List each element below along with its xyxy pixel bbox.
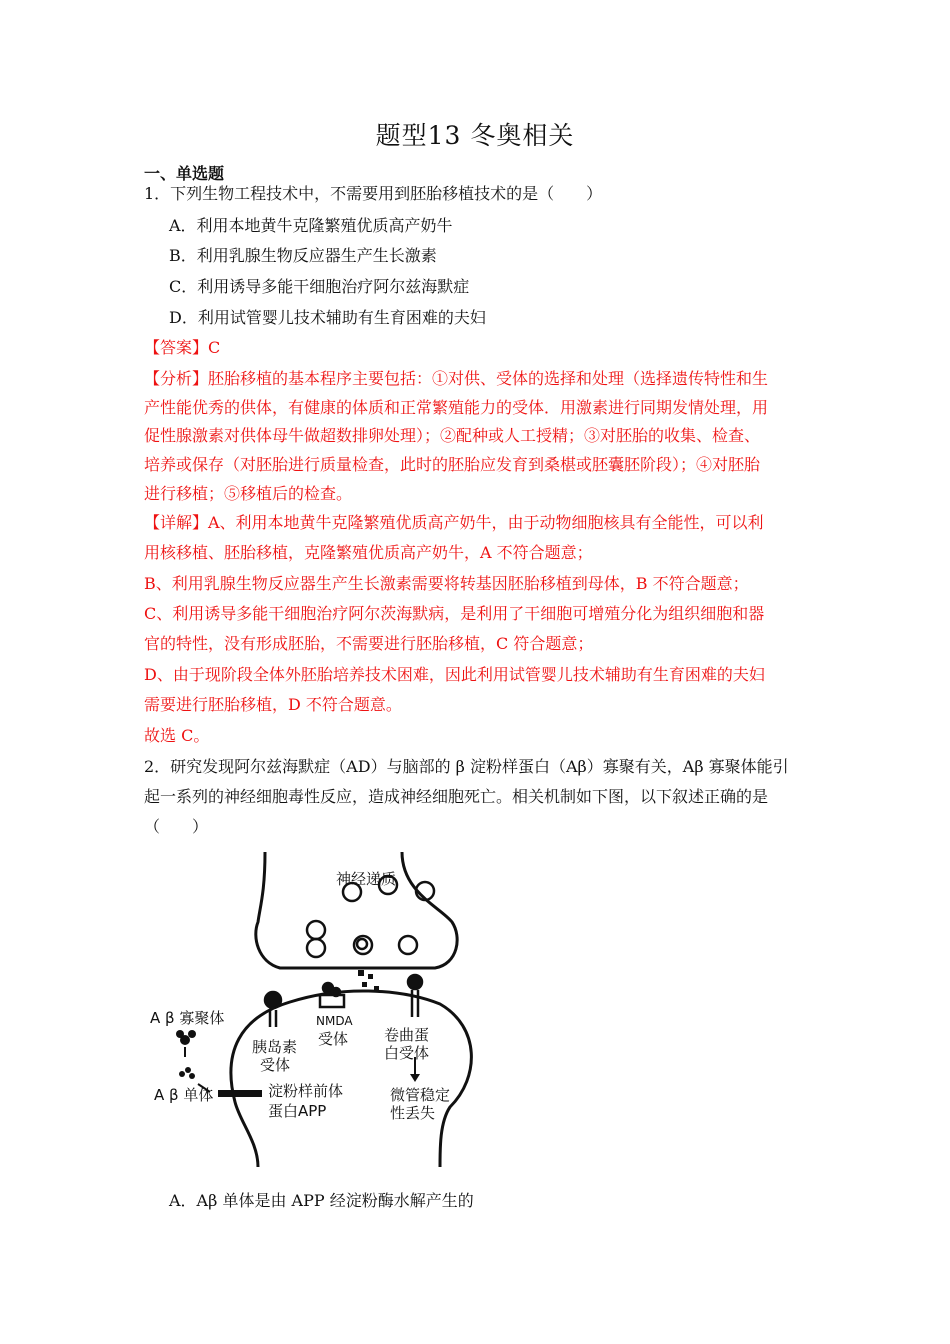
nmda-receptor [320,983,344,1007]
page-title: 题型13 冬奥相关 [375,121,575,150]
q2-stem-line: （ ） [144,817,209,836]
label-prion-receptor: 白受体 [384,1044,430,1062]
label-prion-receptor: 卷曲蛋 [384,1026,430,1044]
q2-option-a: A．Aβ 单体是由 APP 经淀粉酶水解产生的 [169,1191,474,1210]
app-bar [218,1090,262,1097]
label-insulin-receptor: 胰岛素 [252,1038,298,1056]
q1-analysis-line: 进行移植；⑤移植后的检查。 [144,484,353,503]
q1-detail-line: B、利用乳腺生物反应器生产生长激素需要将转基因胚胎移植到母体，B 不符合题意； [144,574,749,593]
q1-stem: 1．下列生物工程技术中，不需要用到胚胎移植技术的是（ ） [144,184,603,203]
label-neurotransmitter: 神经递质 [336,870,397,888]
label-ab-monomer: A β 单体 [154,1086,214,1104]
q1-analysis-line: 产性能优秀的供体，有健康的体质和正常繁殖能力的受体．用激素进行同期发情处理，用 [144,398,769,417]
q1-answer: 【答案】C [144,338,221,357]
label-nmda: NMDA [316,1014,353,1028]
synapse-diagram [140,852,475,1182]
q2-stem-line: 起一系列的神经细胞毒性反应，造成神经细胞死亡。相关机制如下图，以下叙述正确的是 [144,787,769,806]
label-ab-oligomer: A β 寡聚体 [150,1009,225,1027]
q1-option-a: A．利用本地黄牛克隆繁殖优质高产奶牛 [169,216,453,235]
label-nmda: 受体 [318,1030,349,1048]
q1-detail-line: C、利用诱导多能干细胞治疗阿尔茨海默病，是利用了干细胞可增殖分化为组织细胞和器 [144,604,765,623]
q1-option-d: D．利用试管婴儿技术辅助有生育困难的夫妇 [169,308,486,327]
label-insulin-receptor: 受体 [260,1056,291,1074]
label-app: 淀粉样前体 [268,1082,344,1100]
label-app: 蛋白APP [268,1102,327,1120]
q1-conclusion: 故选 C。 [144,726,210,745]
q1-detail-line: 官的特性，没有形成胚胎，不需要进行胚胎移植，C 符合题意； [144,634,594,653]
label-microtubule: 微管稳定 [390,1086,451,1104]
section-heading: 一、单选题 [144,164,225,183]
q1-detail-line: 需要进行胚胎移植，D 不符合题意。 [144,695,402,714]
label-microtubule: 性丢失 [390,1104,436,1122]
q1-detail-line: 用核移植、胚胎移植，克隆繁殖优质高产奶牛，A 不符合题意； [144,543,593,562]
q1-analysis-line: 【分析】胚胎移植的基本程序主要包括：①对供、受体的选择和处理（选择遗传特性和生 [144,369,769,388]
q1-detail-line: 【详解】A、利用本地黄牛克隆繁殖优质高产奶牛，由于动物细胞核具有全能性，可以利 [144,513,764,532]
released-transmitter [358,970,379,991]
q1-detail-line: D、由于现阶段全体外胚胎培养技术困难，因此利用试管婴儿技术辅助有生育困难的夫妇 [144,665,765,684]
q2-stem-line: 2．研究发现阿尔兹海默症（AD）与脑部的 β 淀粉样蛋白（Aβ）寡聚有关，Aβ 寡聚体能引 [144,757,789,776]
q1-option-c: C．利用诱导多能干细胞治疗阿尔兹海默症 [169,277,470,296]
q1-analysis-line: 培养或保存（对胚胎进行质量检查，此时的胚胎应发育到桑椹或胚囊胚阶段）；④对胚胎 [144,455,761,474]
q1-analysis-line: 促性腺激素对供体母牛做超数排卵处理）；②配种或人工授精；③对胚胎的收集、检查、 [144,426,761,445]
q1-option-b: B．利用乳腺生物反应器生产生长激素 [169,246,437,265]
